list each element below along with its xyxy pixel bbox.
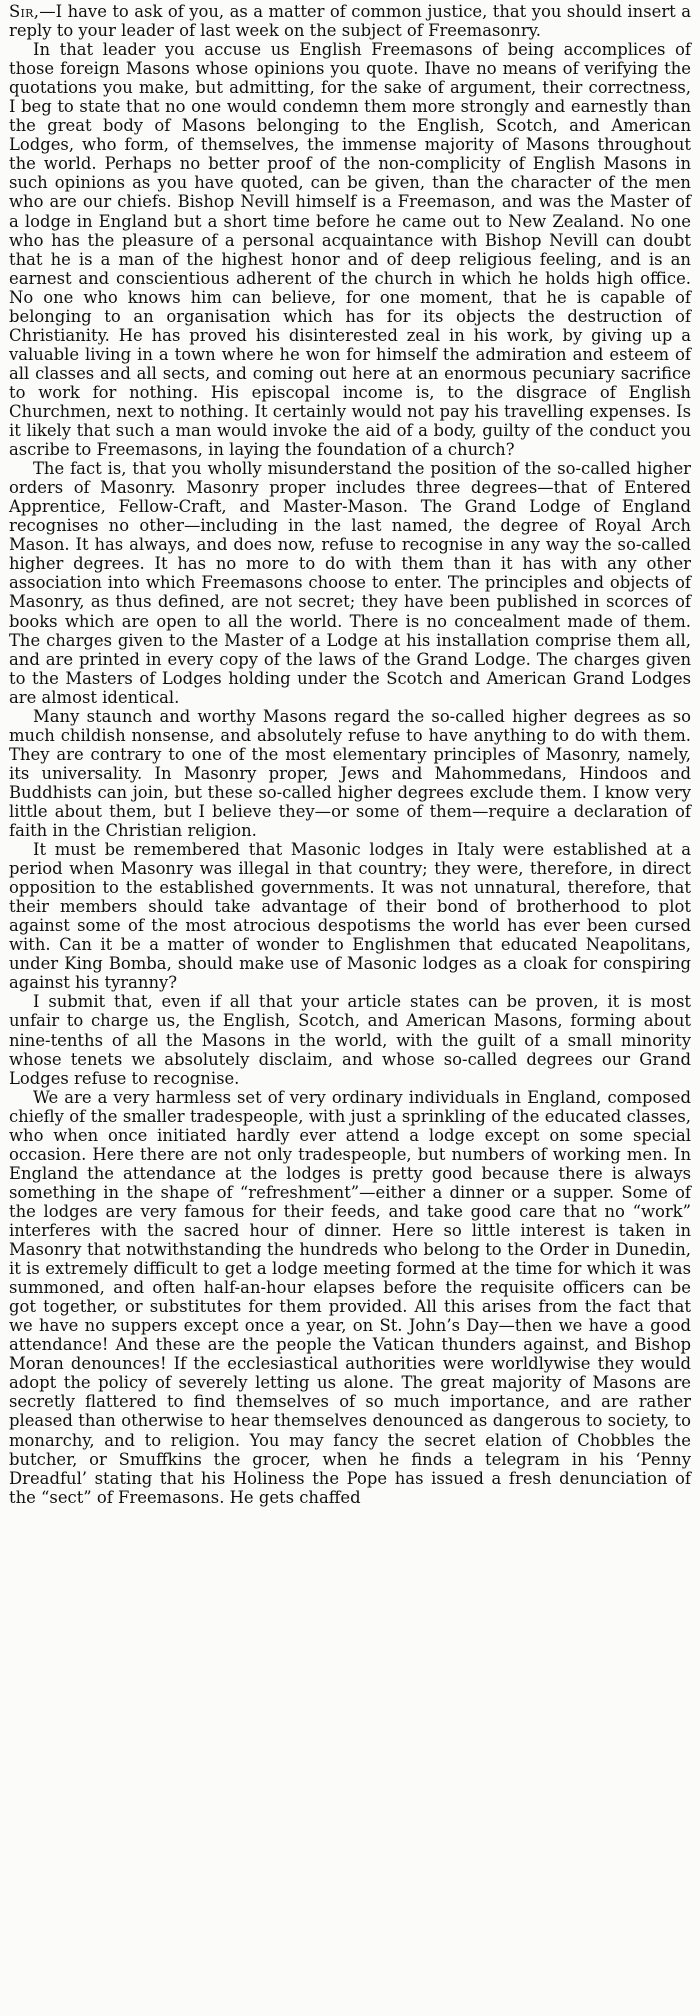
paragraph-higher-orders: The fact is, that you wholly misunderstand the position of the so-called higher orders of Masonry. Masonry proper includes three degrees—that of Entered Apprentice, Fellow-Craft, and Master-Mason. The Grand Lodge of England recognises no other—including in the last named, the degree of Royal Arch Mason. It has always, and does now, refuse to recognise in any way the so-called higher degrees. It has no more to do with them than it has with any other association into which Freemasons choose to enter. The principles and objects of Masonry, as thus defined, are not secret; they have been published in scorces of books which are open to all the world. There is no concealment made of them. The charges given to the Master of a Lodge at his installation comprise them all, and are printed in every copy of the laws of the Grand Lodge. The charges given to the Masters of Lodges holding under the Scotch and American Grand Lodges are almost identical. — [9, 459, 691, 707]
salutation: Sir, — [9, 2, 40, 21]
paragraph-staunch-masons: Many staunch and worthy Masons regard the so-called higher degrees as so much childish nonsense, and absolutely refuse to have anything to do with them. They are contrary to one of the most elementary principles of Masonry, namely, its universality. In Masonry proper, Jews and Mahommedans, Hindoos and Buddhists can join, but these so-called higher degrees exclude them. I know very little about them, but I believe they—or some of them—require a declaration of faith in the Christian religion. — [9, 706, 691, 841]
opening-text: —I have to ask of you, as a matter of common justice, that you should insert a reply to your leader of last week on the subject of Freemasonry. — [9, 2, 691, 41]
paragraph-harmless-set: We are a very harmless set of very ordinary individuals in England, composed chiefly of the smaller tradespeople, with just a sprinkling of the educated classes, who when once initiated hardly ever attend a lodge except on some special occasion. Here there are not only tradespeople, but numbers of working men. In England the attendance at the lodges is pretty good because there is always something in the shape of “refreshment”—either a dinner or a supper. Some of the lodges are very famous for their feeds, and take good care that no “work” interferes with the sacred hour of dinner. Here so little interest is taken in Masonry that notwithstanding the hundreds who belong to the Order in Dunedin, it is extremely difficult to get a lodge meeting formed at the time for which it was summoned, and often half-an-hour elapses before the requisite officers can be got together, or substitutes for them provided. All this arises from the fact that we have no suppers except once a year, on St. John’s Day—then we have a good attendance! And these are the people the Vatican thunders against, and Bishop Moran denounces! If the ecclesiastical authorities were worldlywise they would adopt the policy of severely letting us alone. The great majority of Masons are secretly flattered to find themselves of so much importance, and are rather pleased than otherwise to hear themselves denounced as dangerous to society, to monarchy, and to religion. You may fancy the secret elation of Chobbles the butcher, or Smuffkins the grocer, when he finds a telegram in his ‘Penny Dreadful’ stating that his Holiness the Pope has issued a fresh denunciation of the “sect” of Freemasons. He gets chaffed — [9, 1087, 691, 1507]
opening-paragraph — [9, 2, 691, 40]
paragraph-italy-lodges: It must be remembered that Masonic lodges in Italy were established at a period when Masonry was illegal in that country; they were, therefore, in direct opposition to the established governments. It was not unnatural, therefore, that their members should take advantage of their bond of brotherhood to plot against some of the most atrocious despotisms the world has ever been cursed with. Can it be a matter of wonder to Englishmen that educated Neapolitans, under King Bomba, should make use of Masonic lodges as a cloak for conspiring against his tyranny? — [9, 840, 691, 993]
paragraph-submission: I submit that, even if all that your article states can be proven, it is most unfair to charge us, the English, Scotch, and American Masons, forming about nine-tenths of all the Masons in the world, with the guilt of a small minority whose tenets we absolutely disclaim, and whose so-called degrees our Grand Lodges refuse to recognise. — [9, 992, 691, 1088]
paragraph-accusation: In that leader you accuse us English Freemasons of being accomplices of those foreign Masons whose opinions you quote. Ihave no means of verifying the quotations you make, but admitting, for the sake of argument, their correctness, I beg to state that no one would condemn them more strongly and earnestly than the great body of Masons belonging to the English, Scotch, and American Lodges, who form, of themselves, the immense majority of Masons throughout the world. Perhaps no better proof of the non-complicity of English Masons in such opinions as you have quoted, can be given, than the character of the men who are our chiefs. Bishop Nevill himself is a Freemason, and was the Master of a lodge in England but a short time before he came out to New Zealand. No one who has the pleasure of a personal acquaintance with Bishop Nevill can doubt that he is a man of the highest honor and of deep religious feeling, and is an earnest and conscientious adherent of the church in which he holds high office. No one who knows him can believe, for one moment, that he is capable of belonging to an organisation which has for its objects the destruction of Christianity. He has proved his disinterested zeal in his work, by giving up a valuable living in a town where he won for himself the admiration and esteem of all classes and all sects, and coming out here at an enormous pecuniary sacrifice to work for nothing. His episcopal income is, to the disgrace of English Churchmen, next to nothing. It certainly would not pay his travelling expenses. Is it likely that such a man would invoke the aid of a body, guilty of the conduct you ascribe to Freemasons, in laying the foundation of a church? — [9, 40, 691, 460]
letter-column — [9, 2, 691, 1507]
